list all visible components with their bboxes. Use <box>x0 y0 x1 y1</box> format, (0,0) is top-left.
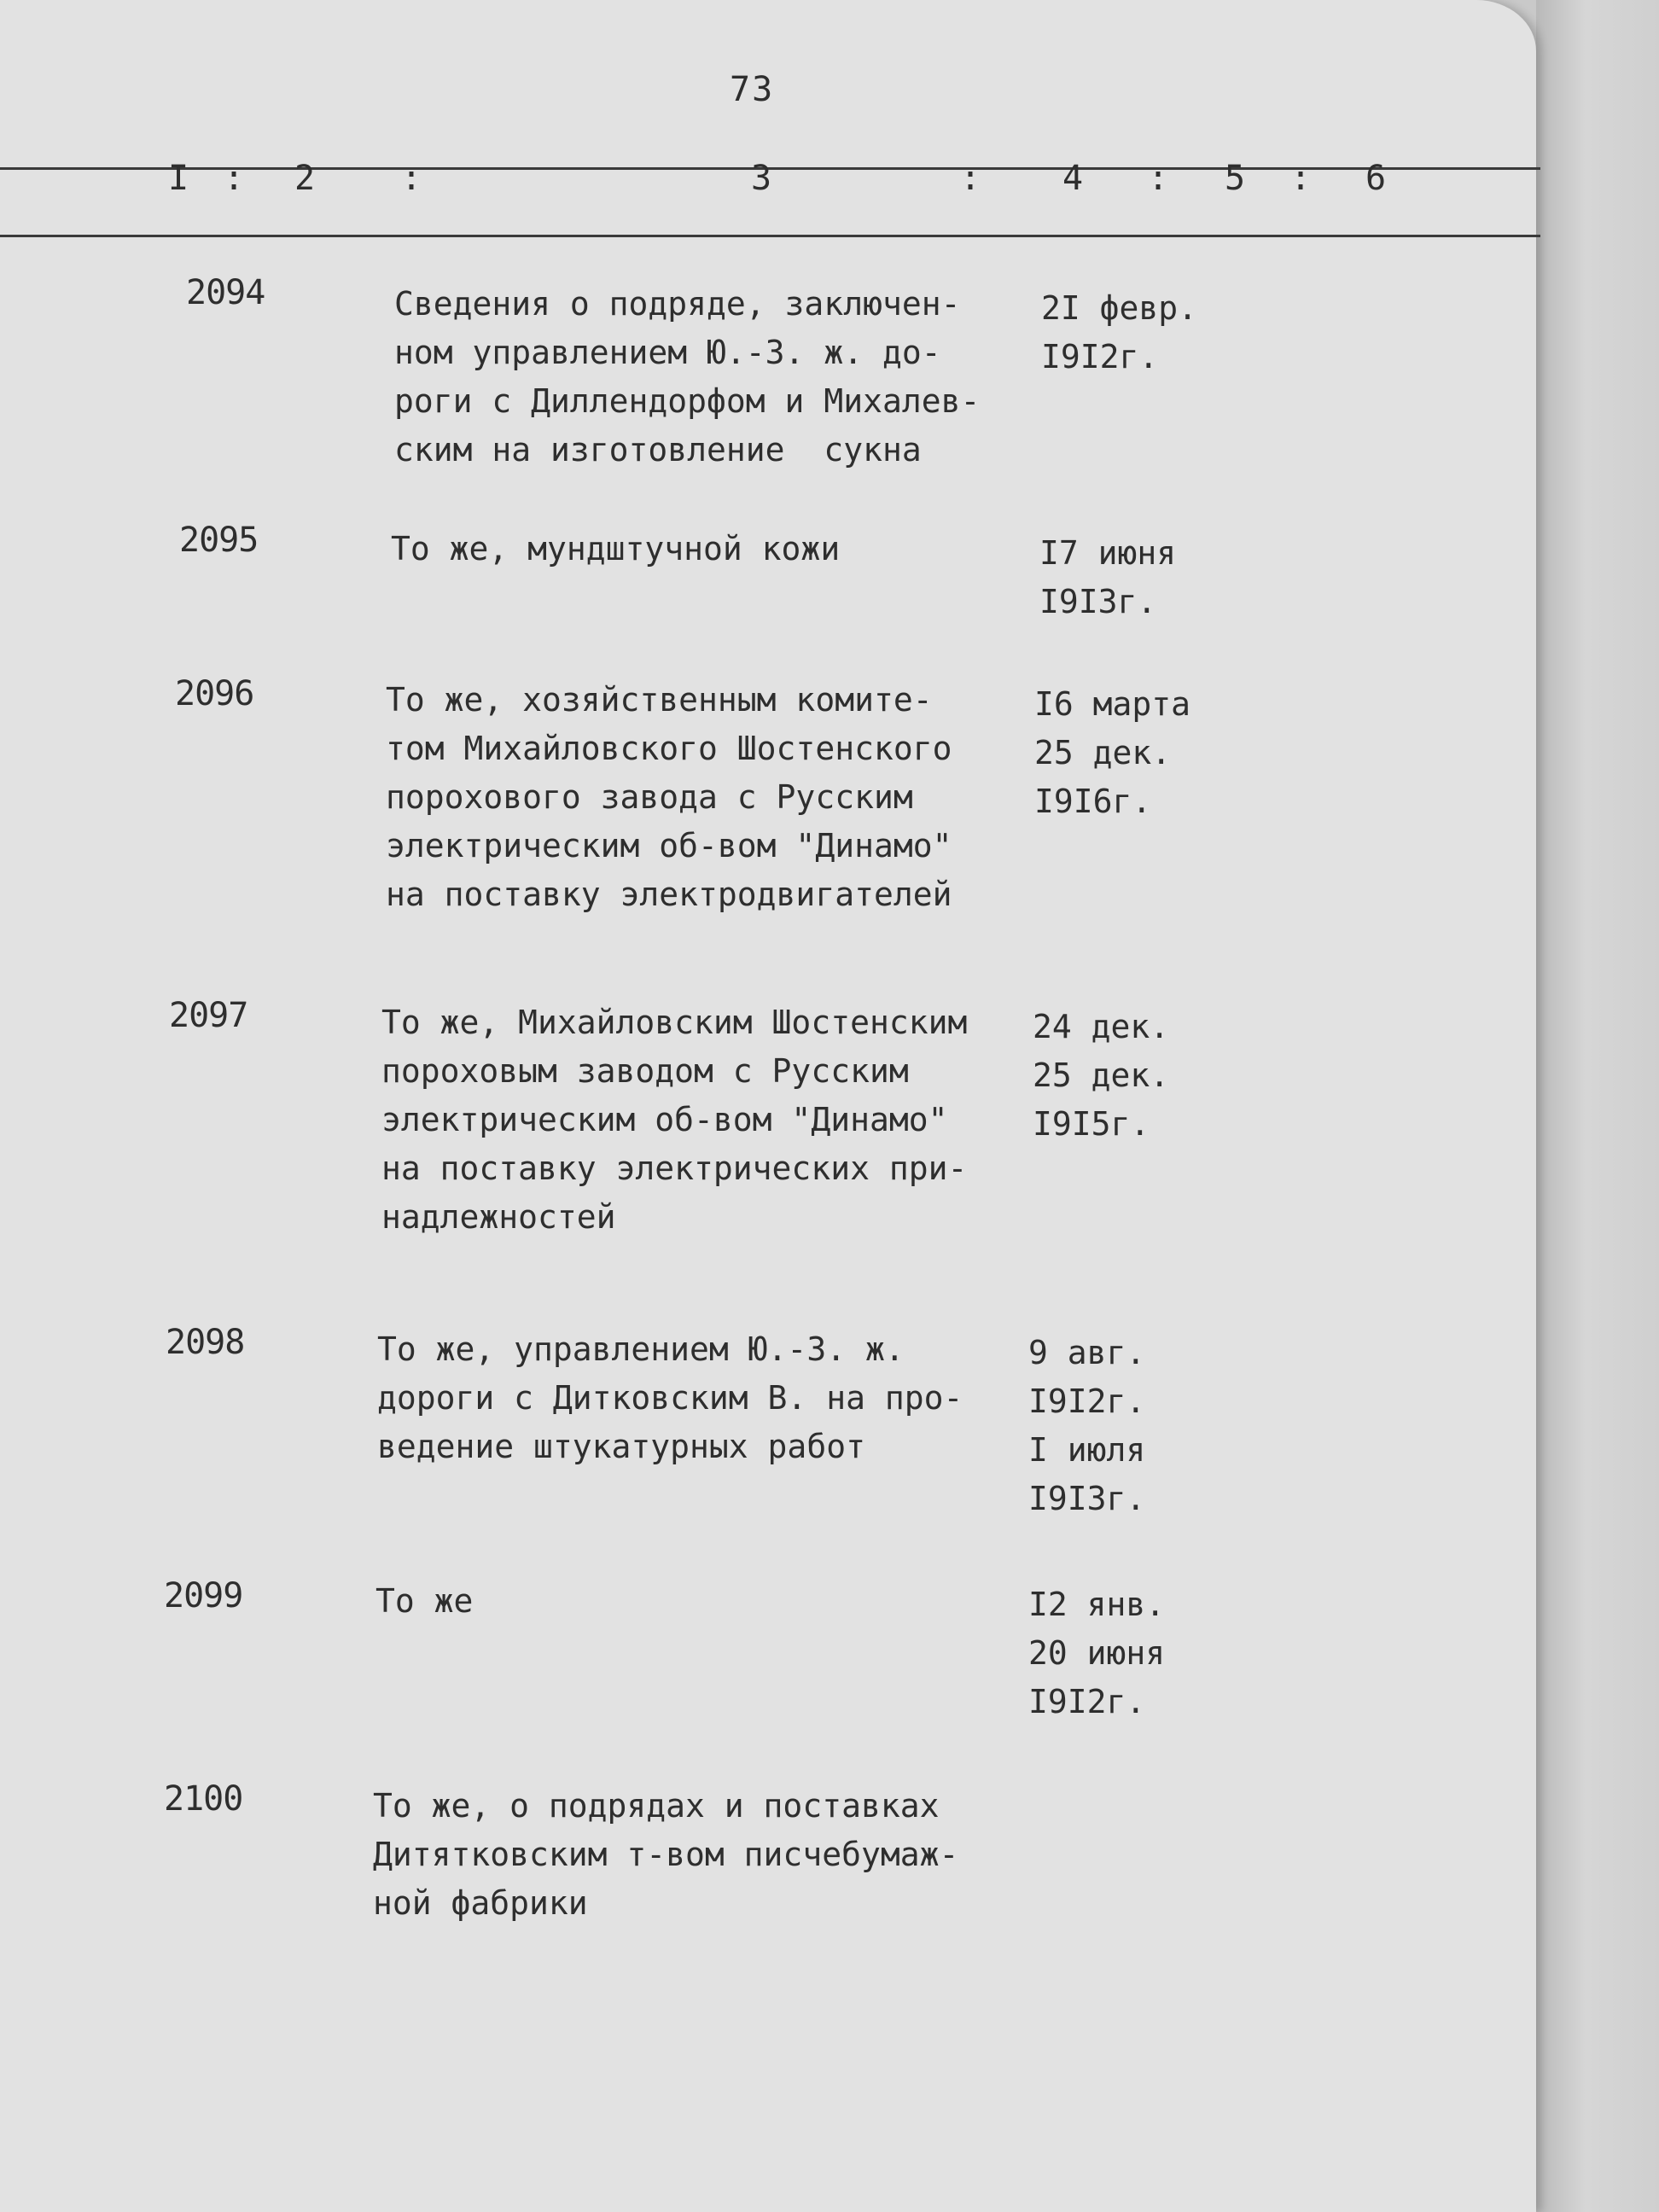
entry-description <box>381 998 967 1242</box>
description-line: То же, о подрядах и поставках <box>373 1787 940 1825</box>
date-line: I9I2г. <box>1041 338 1159 375</box>
next-page-edge <box>1536 0 1659 2212</box>
description-line: Сведения о подряде, заключен- <box>394 285 961 323</box>
date-line: I6 марта <box>1034 685 1191 723</box>
description-line: ведение штукатурных работ <box>377 1428 865 1465</box>
entry-id: 2094 <box>186 273 265 312</box>
description-line: То же, Михайловским Шостенским <box>381 1004 968 1041</box>
date-line: I9I6г. <box>1034 783 1152 820</box>
date-line: I7 июня <box>1039 534 1177 572</box>
description-line: на поставку электрических при- <box>381 1150 968 1187</box>
header-rule-bottom <box>0 235 1540 237</box>
description-line: электрическим об-вом "Динамо" <box>381 1101 948 1138</box>
entry-id: 2096 <box>175 674 254 713</box>
description-line: порохового завода с Русским <box>386 778 913 816</box>
column-separator: : <box>1148 159 1169 198</box>
date-line: 24 дек. <box>1033 1008 1170 1045</box>
description-line: ной фабрики <box>373 1884 588 1922</box>
description-line: роги с Диллендорфом и Михалев- <box>394 382 981 420</box>
description-line: надлежностей <box>381 1198 616 1236</box>
description-line: То же, мундштучной кожи <box>391 530 841 568</box>
description-line: То же, управлением Ю.-З. ж. <box>377 1330 905 1368</box>
description-line: пороховым заводом с Русским <box>381 1052 909 1090</box>
date-line: I9I3г. <box>1028 1480 1146 1517</box>
column-separator: : <box>1290 159 1312 198</box>
date-line: I2 янв. <box>1028 1586 1166 1623</box>
date-line: I9I2г. <box>1028 1683 1146 1720</box>
description-line: электрическим об-вом "Динамо" <box>386 827 952 864</box>
description-line: дороги с Дитковским В. на про- <box>377 1379 963 1417</box>
date-line: I июля <box>1028 1431 1146 1469</box>
column-separator: : <box>224 159 245 198</box>
entry-description <box>391 525 840 573</box>
description-line: ским на изготовление сукна <box>394 431 922 469</box>
description-line: на поставку электродвигателей <box>386 876 952 913</box>
column-number-3: 3 <box>751 159 772 198</box>
entry-id: 2097 <box>169 996 248 1035</box>
entry-description <box>377 1325 963 1471</box>
column-number-6: 6 <box>1365 159 1387 198</box>
column-number-4: 4 <box>1062 159 1084 198</box>
entry-dates <box>1028 1329 1145 1523</box>
date-line: 25 дек. <box>1034 734 1172 771</box>
column-number-2: 2 <box>294 159 316 198</box>
entry-dates <box>1033 1003 1169 1149</box>
column-number-5: 5 <box>1225 159 1246 198</box>
column-separator: : <box>401 159 422 198</box>
entry-id: 2095 <box>179 521 259 560</box>
entry-description <box>373 1782 958 1928</box>
date-line: 25 дек. <box>1033 1057 1170 1094</box>
entry-description <box>386 676 952 919</box>
description-line: том Михайловского Шостенского <box>386 730 952 767</box>
description-line: Дитятковским т-вом писчебумаж- <box>373 1836 959 1873</box>
column-number-1: I <box>168 159 189 198</box>
date-line: 9 авг. <box>1028 1334 1146 1371</box>
date-line: 20 июня <box>1028 1634 1166 1672</box>
entry-dates <box>1039 529 1176 626</box>
date-line: 2I февр. <box>1041 289 1198 327</box>
entry-id: 2099 <box>164 1576 243 1615</box>
entry-dates <box>1041 284 1197 381</box>
entry-dates <box>1034 680 1190 826</box>
description-line: То же, хозяйственным комите- <box>386 681 933 719</box>
entry-description <box>394 280 980 474</box>
date-line: I9I2г. <box>1028 1382 1146 1420</box>
entry-id: 2100 <box>164 1779 243 1819</box>
page-number: 73 <box>730 70 775 109</box>
column-separator: : <box>960 159 981 198</box>
entry-description <box>375 1577 473 1626</box>
date-line: I9I5г. <box>1033 1105 1150 1143</box>
description-line: То же <box>375 1582 474 1620</box>
entry-id: 2098 <box>166 1323 245 1362</box>
description-line: ном управлением Ю.-З. ж. до- <box>394 334 941 371</box>
entry-dates <box>1028 1580 1165 1726</box>
date-line: I9I3г. <box>1039 583 1157 620</box>
